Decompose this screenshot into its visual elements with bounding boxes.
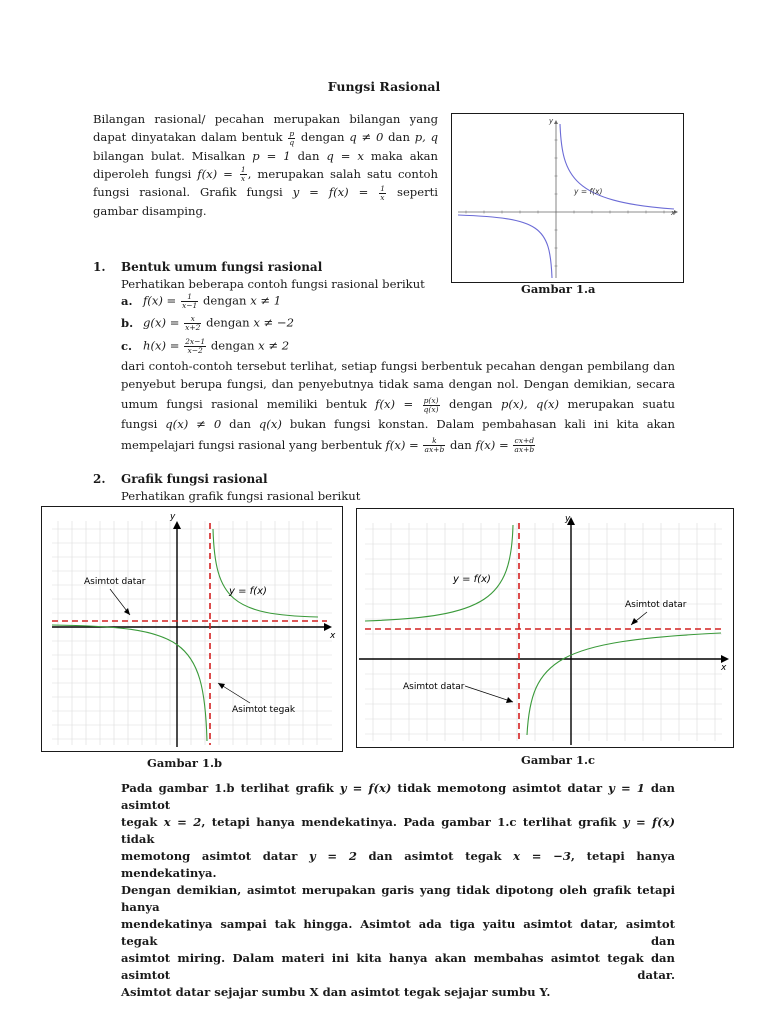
- closing-segment: asimtot miring. Dalam materi ini kita hanya akan membahas asimtot tegak dan asimtot datar.: [121, 951, 675, 982]
- closing-segment: tidak memotong asimtot datar: [391, 781, 609, 795]
- section-2-sub: Perhatikan grafik fungsi rasional berikut: [121, 489, 361, 503]
- intro-line-5: fungsi rasional. Grafik fungsi y = f(x) = $\frac{1}{x}$ seperti: [93, 183, 438, 202]
- y-axis-label: y: [170, 512, 176, 522]
- closing-line: [121, 814, 675, 848]
- closing-line: [121, 984, 675, 1001]
- closing-paragraph: [121, 780, 675, 1001]
- intro-paragraph: [93, 110, 438, 220]
- annotation-asimtot-datar: Asimtot datar: [84, 577, 146, 587]
- y-axis-arrow: [173, 521, 181, 529]
- caption-gambar-1c: Gambar 1.c: [521, 753, 596, 767]
- intro-line-2: dapat dinyatakan dalam bentuk $\frac{p}{q}$ dengan q ≠ 0 dan p, q: [93, 128, 438, 147]
- graph-1b: [42, 507, 342, 751]
- closing-segment: x = 2: [163, 815, 202, 829]
- fraction-1-x: $\frac{1}{x}$: [380, 183, 386, 202]
- caption-gambar-1b: Gambar 1.b: [147, 756, 223, 770]
- curve-label: y = f(x): [229, 586, 267, 597]
- closing-segment: Dengan demikian, asimtot merupakan garis yang tidak dipotong oleh grafik tetapi hanya: [121, 883, 675, 914]
- curve-branch-right: [560, 124, 674, 209]
- section-2-heading: 2. Grafik fungsi rasional: [93, 472, 268, 486]
- figure-1b: [41, 506, 343, 752]
- annotation-arrow-datar-bottom: [465, 686, 513, 702]
- annotation-asimtot-tegak: Asimtot tegak: [232, 705, 296, 715]
- x-axis-label: x: [721, 663, 727, 673]
- y-axis-label: y: [565, 514, 571, 524]
- closing-line: [121, 882, 675, 916]
- closing-segment: memotong asimtot datar: [121, 849, 310, 863]
- closing-segment: tidak: [121, 832, 155, 846]
- example-item-a: a. f(x) = $\frac{1}{x-1}$ dengan x ≠ 1: [121, 292, 282, 310]
- intro-line-4: diperoleh fungsi f(x) = $\frac{1}{x}$ , merupakan salah satu contoh: [93, 165, 438, 184]
- closing-segment: mendekatinya sampai tak hingga. Asimtot ada tiga yaitu asimtot datar, asimtot tegak dan: [121, 917, 675, 948]
- y-axis-label: y: [549, 117, 554, 125]
- closing-segment: y = f(x): [622, 815, 675, 829]
- closing-line: [121, 950, 675, 984]
- curve-branch-right: [527, 633, 721, 735]
- annotation-asimtot-datar-top: Asimtot datar: [625, 600, 687, 610]
- curve-label: y = f(x): [574, 187, 603, 196]
- curve-label: y = f(x): [453, 574, 491, 585]
- closing-segment: y = 1: [608, 781, 645, 795]
- intro-line-3: bilangan bulat. Misalkan p = 1 dan q = x maka akan: [93, 148, 439, 163]
- closing-segment: y = f(x): [339, 781, 392, 795]
- arrow-head-icon: [124, 608, 130, 615]
- figure-1c: [356, 508, 734, 748]
- closing-segment: tegak: [121, 815, 164, 829]
- graph-1a: [452, 114, 683, 282]
- closing-segment: Asimtot datar sejajar sumbu X dan asimtot tegak sejajar sumbu Y.: [121, 985, 551, 999]
- y-axis-arrow: [554, 120, 558, 124]
- closing-segment: , tetapi hanya mendekatinya. Pada gambar 1.c terlihat grafik: [201, 815, 623, 829]
- fraction-p-q: $\frac{p}{q}$: [289, 128, 295, 147]
- closing-segment: Pada gambar 1.b terlihat grafik: [121, 781, 340, 795]
- closing-segment: dan asimtot: [121, 781, 675, 812]
- figure-1a: [451, 113, 684, 283]
- closing-segment: y = 2: [309, 849, 357, 863]
- closing-line: [121, 848, 675, 882]
- section-1-heading: 1. Bentuk umum fungsi rasional: [93, 260, 323, 274]
- closing-segment: x = −3: [513, 849, 571, 863]
- intro-line-1: Bilangan rasional/ pecahan merupakan bilangan yang: [93, 112, 438, 126]
- x-axis-label: x: [330, 631, 336, 641]
- closing-segment: dan asimtot tegak: [356, 849, 514, 863]
- annotation-asimtot-datar-bottom: Asimtot datar: [403, 682, 465, 692]
- example-item-c: c. h(x) = $\frac{2x-1}{x-2}$ dengan x ≠ 2: [121, 337, 290, 355]
- curve-branch-right: [213, 529, 318, 617]
- fraction-1-x: $\frac{1}{x}$: [240, 165, 246, 184]
- graph-1c: [357, 509, 733, 747]
- curve-branch-left: [365, 525, 513, 621]
- x-axis-arrow: [721, 655, 729, 663]
- example-item-b: b. g(x) = $\frac{x}{x+2}$ dengan x ≠ −2: [121, 314, 295, 332]
- x-axis-label: x: [671, 209, 676, 217]
- section-1-paragraph: dari contoh-contoh tersebut terlihat, setiap fungsi berbentuk pecahan dengan pembilang dan penyebut berupa fungsi, dan penyebutnya tidak sama dengan nol. Dengan demikian, secara umum fungsi rasional memiliki bentuk f(x) = $\frac{p(x)}{q(x)}$ dengan p(x), q(x) merupakan suatu fungsi q(x) ≠ 0 dan q(x) bukan fungsi konstan. Dalam pembahasan kali ini kita akan mempelajari fungsi rasional yang berbentuk f(x) = $\frac{k}{ax+b}$ dan f(x) = $\frac{cx+d}{ax+b}$: [121, 359, 676, 455]
- section-1-sub: Perhatikan beberapa contoh fungsi rasional berikut: [121, 277, 425, 291]
- x-axis-arrow: [324, 623, 332, 631]
- closing-line: [121, 916, 675, 950]
- page-title: Fungsi Rasional: [327, 79, 441, 94]
- closing-segment: , tetapi hanya mendekatinya.: [121, 849, 676, 880]
- intro-line-6: gambar disamping.: [93, 203, 207, 218]
- closing-line: [121, 780, 675, 814]
- arrow-head-icon: [506, 697, 513, 703]
- curve-branch-left: [458, 215, 552, 278]
- grid: [365, 523, 722, 741]
- caption-gambar-1a: Gambar 1.a: [521, 282, 596, 296]
